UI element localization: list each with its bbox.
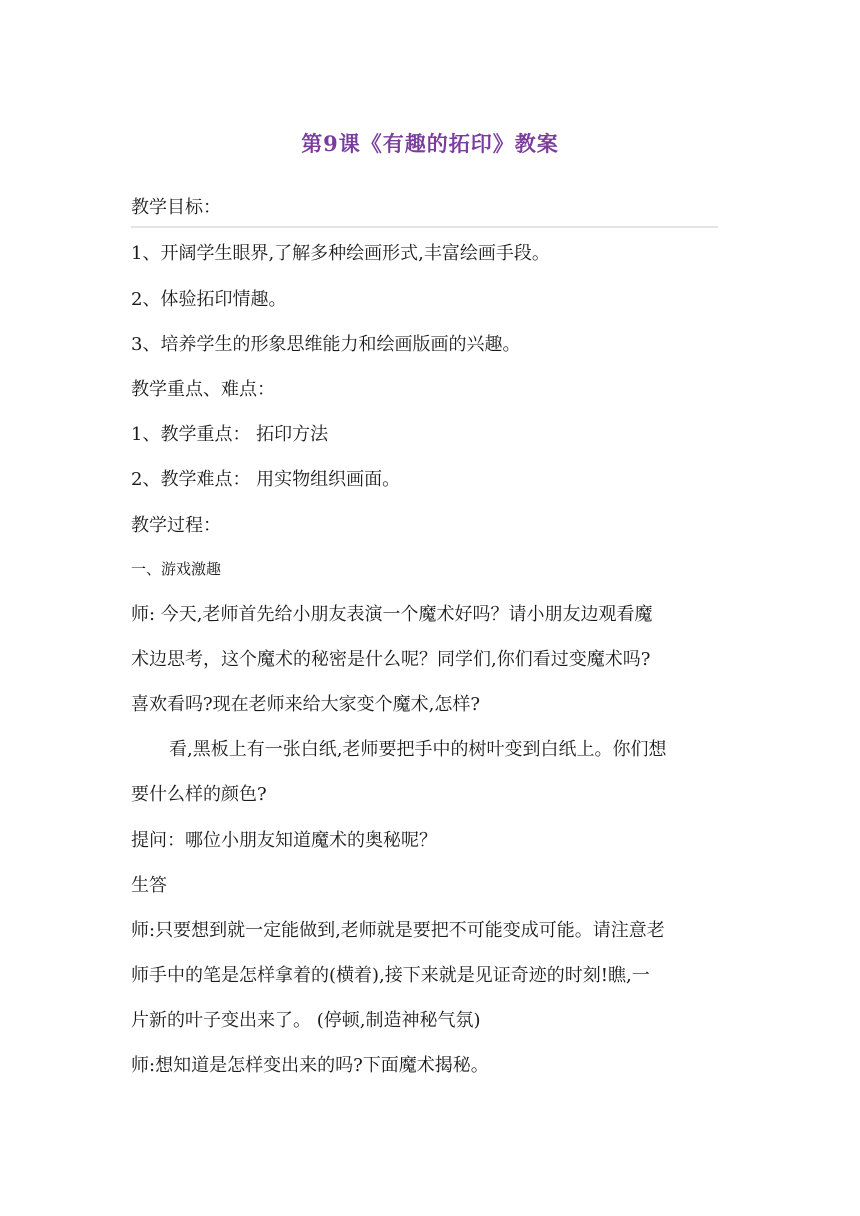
key-point-item-2: 2、教学难点： 用实物组织画面。 <box>131 469 401 490</box>
answer-line: 生答 <box>131 875 167 896</box>
section-heading-key-points: 教学重点、难点： <box>131 379 275 400</box>
process-step-heading: 一、游戏激趣 <box>131 560 222 578</box>
paragraph-line: 要什么样的颜色? <box>131 784 267 805</box>
paragraph-line: 师:想知道是怎样变出来的吗?下面魔术揭秘。 <box>131 1055 489 1076</box>
key-point-item-1: 1、教学重点： 拓印方法 <box>131 424 329 445</box>
paragraph-line: 看,黑板上有一张白纸,老师要把手中的树叶变到白纸上。你们想 <box>169 739 667 760</box>
paragraph-line: 师:只要想到就一定能做到,老师就是要把不可能变成可能。请注意老 <box>131 920 665 941</box>
paragraph-line: 师: 今天,老师首先给小朋友表演一个魔术好吗？请小朋友边观看魔 <box>131 604 653 625</box>
objective-item-3: 3、培养学生的形象思维能力和绘画版画的兴趣。 <box>131 334 521 355</box>
section-heading-process: 教学过程： <box>131 515 221 536</box>
paragraph-line: 师手中的笔是怎样拿着的(横着),接下来就是见证奇迹的时刻!瞧,一 <box>131 965 650 986</box>
document-title: 第9课《有趣的拓印》教案 <box>301 131 559 156</box>
question-line: 提问：哪位小朋友知道魔术的奥秘呢？ <box>131 830 437 851</box>
paragraph-line: 片新的叶子变出来了。 (停顿,制造神秘气氛) <box>131 1010 481 1031</box>
objective-item-1: 1、开阔学生眼界,了解多种绘画形式,丰富绘画手段。 <box>131 243 550 264</box>
divider-line <box>131 226 718 228</box>
objective-item-2: 2、体验拓印情趣。 <box>131 289 287 310</box>
paragraph-line: 喜欢看吗?现在老师来给大家变个魔术,怎样? <box>131 694 481 715</box>
paragraph-line: 术边思考，这个魔术的秘密是什么呢？同学们,你们看过变魔术吗? <box>131 649 651 670</box>
section-heading-objectives: 教学目标： <box>131 197 221 218</box>
